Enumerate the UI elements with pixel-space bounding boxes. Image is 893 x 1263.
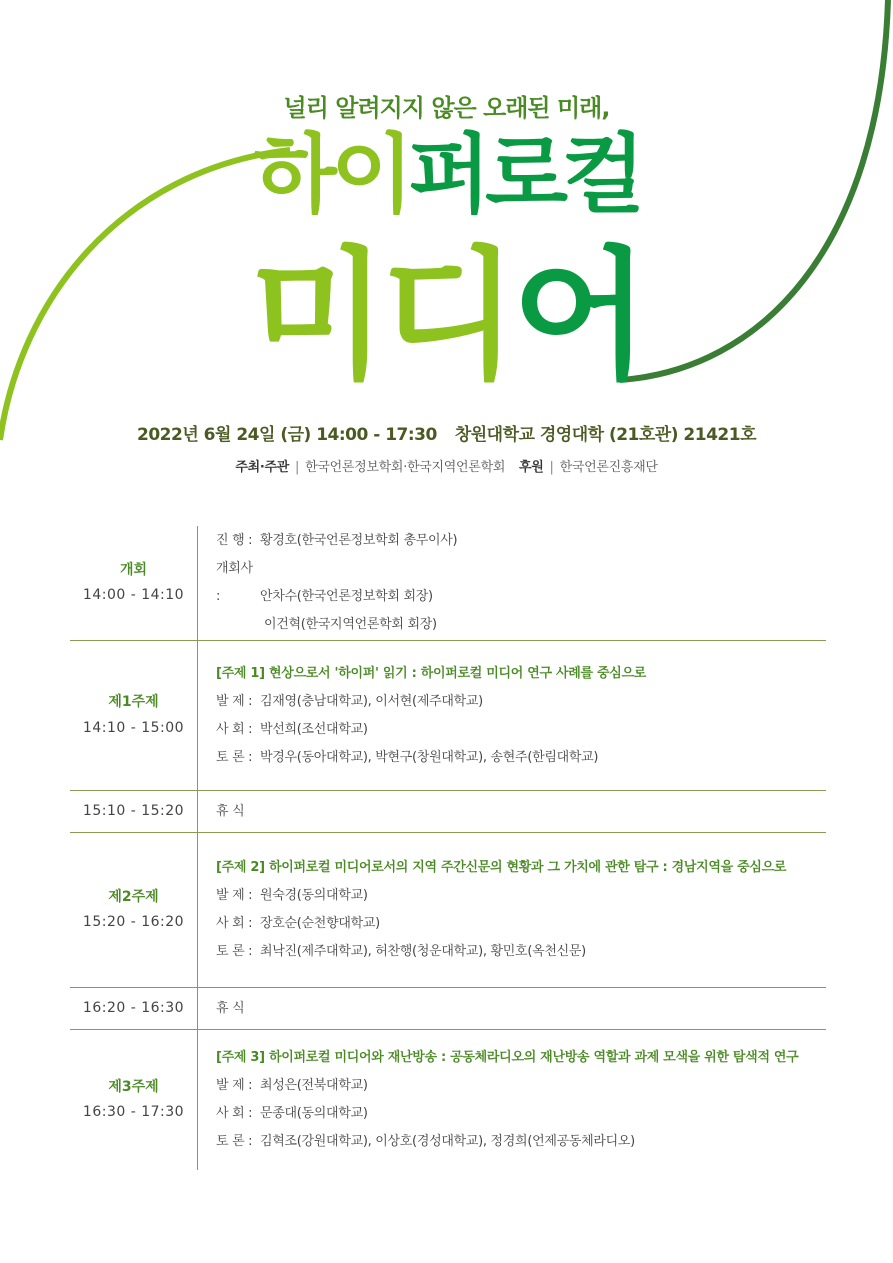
role-label: 토 론 : [216,749,253,765]
event-venue: 창원대학교 경영대학 (21호관) 21421호 [454,425,756,445]
role-label: 개회사 : [216,561,253,604]
detail-cell [198,988,827,1030]
person-text: 장호순(순천향대학교) [260,916,380,931]
session-time: 15:10 - 15:20 [82,802,185,819]
role-label: 사 회 : [216,916,253,931]
role-label: 사 회 : [216,721,253,737]
detail-line [216,716,825,744]
schedule-row-session3 [70,1030,826,1170]
detail-line [216,527,825,555]
session-time: 15:20 - 16:20 [82,914,185,930]
role-label: 토 론 : [216,1133,253,1149]
person-text: 이건혁(한국지역언론학회 회장) [264,617,437,632]
session-topic: [주제 2] 하이퍼로컬 미디어로서의 지역 주간신문의 현황과 그 가치에 관한 탐구 : 경남지역을 중심으로 [216,860,787,875]
title-char-di: 디 [380,234,513,399]
session-time: 16:20 - 16:30 [82,999,185,1016]
detail-line [216,882,825,910]
separator: | [549,460,554,475]
schedule-table [70,526,826,1170]
title-line-2 [0,234,893,399]
detail-cell [198,526,827,641]
schedule-row-session1 [70,641,826,791]
time-cell [70,526,198,641]
schedule-row-session2 [70,833,826,988]
schedule-row-break2 [70,988,826,1030]
organizers [0,456,893,475]
detail-line [216,938,825,966]
role-label: 사 회 : [216,1105,253,1121]
role-label: 발 제 : [216,888,253,903]
title-line-1 [0,125,893,225]
schedule-row-break1 [70,791,826,833]
person-text: 김혁조(강원대학교), 이상호(경성대학교), 정경희(언제공동체라디오) [260,1133,635,1149]
title-char-mi: 미 [249,234,381,399]
detail-cell [198,641,827,791]
person-text: 박선희(조선대학교) [260,721,368,737]
detail-line [216,744,825,772]
detail-cell [198,791,827,833]
schedule-row-opening [70,526,826,641]
detail-line [216,910,825,938]
host-label: 주최·주관 [235,460,290,475]
role-label: 발 제 : [216,1077,253,1093]
detail-line [216,688,825,716]
person-text: 황경호(한국언론정보학회 총무이사) [260,533,458,548]
sponsor-name: 한국언론진흥재단 [559,460,658,475]
person-text: 최낙진(제주대학교), 허찬행(청운대학교), 황민호(옥천신문) [260,944,586,959]
time-cell [70,833,198,988]
person-text: 김재영(충남대학교), 이서현(제주대학교) [260,693,483,709]
person-text: 안차수(한국언론정보학회 회장) [260,589,433,604]
title-char-eo: 어 [512,234,644,399]
session-topic: [주제 3] 하이퍼로컬 미디어와 재난방송 : 공동체라디오의 재난방송 역할과 과제 모색을 위한 탐색적 연구 [216,1049,799,1065]
title-word-hai: 하이 [253,125,408,225]
session-name: 제3주제 [108,1078,159,1095]
session-topic: [주제 1] 현상으로서 '하이퍼' 읽기 : 하이퍼로컬 미디어 연구 사례를 중심으로 [216,665,647,681]
session-name: 제1주제 [108,694,159,711]
role-label: 진 행 : [216,533,253,548]
title-word-peo: 퍼 [407,125,486,225]
detail-line [216,1100,825,1128]
separator: | [295,460,300,475]
time-cell [70,791,198,833]
session-name: 개회 [119,561,148,578]
session-name: 제2주제 [108,888,159,905]
host-names: 한국언론정보학회·한국지역언론학회 [305,460,506,475]
role-label: 발 제 : [216,693,253,709]
detail-cell [198,1030,827,1170]
event-info [0,420,893,445]
session-time: 14:00 - 14:10 [82,587,185,603]
role-label: 토 론 : [216,944,253,959]
session-time: 16:30 - 17:30 [82,1103,185,1120]
break-label: 휴 식 [216,803,245,819]
session-time: 14:10 - 15:00 [82,719,185,736]
detail-cell [198,833,827,988]
person-text: 문종대(동의대학교) [260,1105,368,1121]
time-cell [70,988,198,1030]
time-cell [70,1030,198,1170]
subtitle: 널리 알려지지 않은 오래된 미래, [283,94,610,122]
detail-line [216,1072,825,1100]
title-word-local: 로컬 [485,125,640,225]
detail-line [216,555,825,611]
break-label: 휴 식 [216,1000,245,1016]
detail-line [216,611,825,639]
event-date: 2022년 6월 24일 (금) 14:00 - 17:30 [137,425,437,445]
sponsor-label: 후원 [518,460,544,475]
time-cell [70,641,198,791]
person-text: 원숙경(동의대학교) [260,888,368,903]
person-text: 최성은(전북대학교) [260,1077,368,1093]
person-text: 박경우(동아대학교), 박현구(창원대학교), 송현주(한림대학교) [260,749,599,765]
detail-line [216,1128,825,1156]
